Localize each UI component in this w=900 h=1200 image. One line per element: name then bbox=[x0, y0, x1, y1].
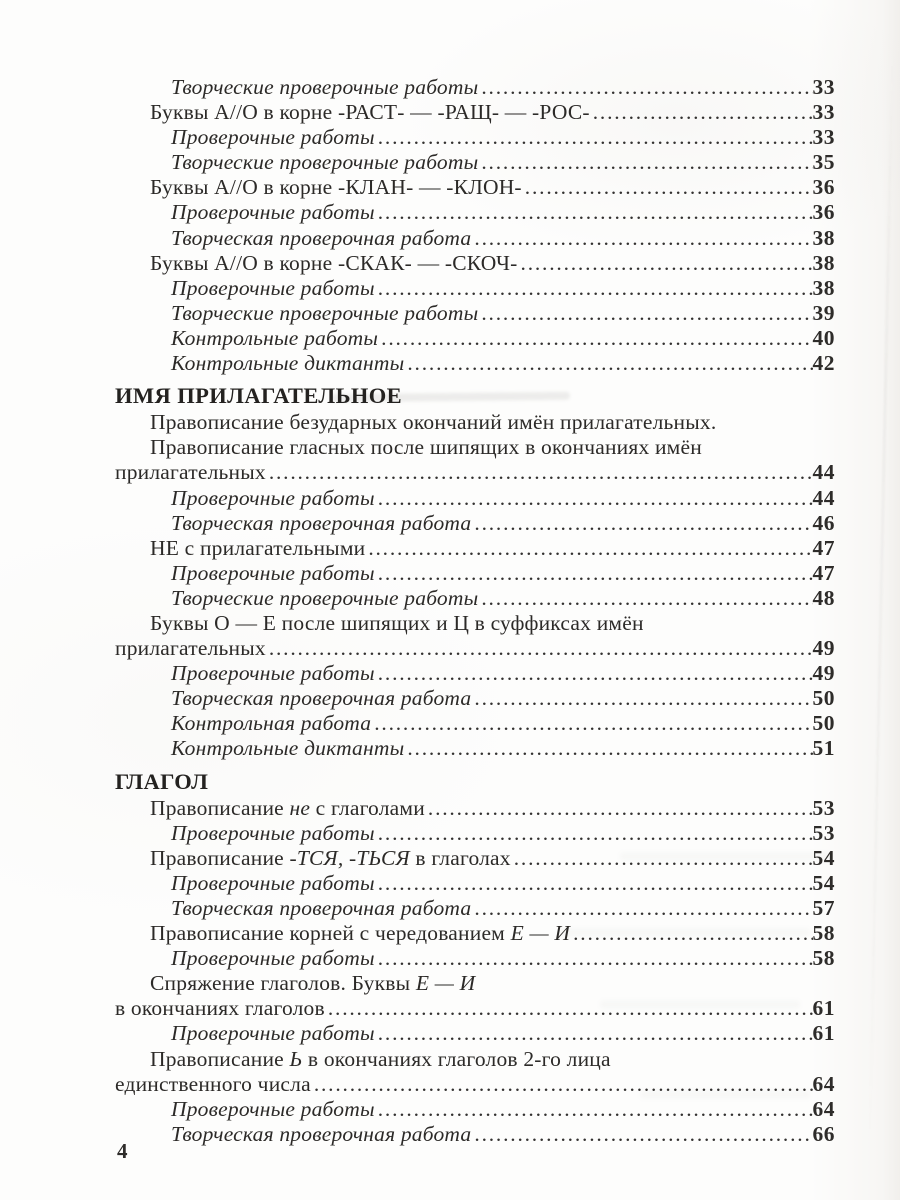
toc-entry bbox=[115, 821, 835, 846]
entry-page-number: 44 bbox=[812, 460, 835, 485]
toc-entry-continuation bbox=[115, 1072, 835, 1097]
toc-entry bbox=[115, 661, 835, 686]
entry-title: Проверочные работы bbox=[171, 946, 375, 971]
entry-page-number: 48 bbox=[812, 585, 835, 610]
toc-entry-continuation bbox=[115, 996, 835, 1021]
dot-leader bbox=[474, 511, 812, 536]
entry-title: Творческая проверочная работа bbox=[171, 896, 472, 920]
section-title: ГЛАГОЛ bbox=[115, 768, 209, 794]
toc-entry bbox=[115, 351, 835, 376]
entry-title: Творческие проверочные работы bbox=[171, 300, 479, 325]
entry-page-number: 46 bbox=[812, 510, 835, 535]
entry-page-number: 53 bbox=[812, 820, 835, 845]
entry-title: Контрольные диктанты bbox=[171, 351, 405, 376]
toc-entry bbox=[115, 686, 835, 711]
entry-page-number: 36 bbox=[812, 175, 835, 200]
dot-leader bbox=[378, 276, 813, 301]
dot-leader bbox=[378, 200, 813, 225]
toc-entry bbox=[115, 711, 835, 736]
entry-title: Творческие проверочные работы bbox=[171, 150, 479, 175]
entry-title: Контрольные работы bbox=[171, 325, 379, 350]
dot-leader bbox=[481, 150, 812, 175]
dot-leader bbox=[407, 351, 812, 376]
toc-entry bbox=[115, 1021, 835, 1046]
dot-leader bbox=[573, 921, 812, 946]
entry-page-number: 42 bbox=[812, 351, 835, 376]
toc-entry bbox=[115, 226, 835, 251]
entry-page-number: 36 bbox=[812, 200, 835, 225]
toc-entry bbox=[115, 1097, 835, 1122]
entry-title: Буквы А//О в корне -КЛАН- — -КЛОН- bbox=[150, 175, 522, 200]
toc-entry bbox=[115, 846, 835, 871]
entry-title: Правописание гласных после шипящих в окончаниях имён bbox=[150, 435, 702, 460]
entry-page-number: 47 bbox=[812, 535, 835, 560]
dot-leader bbox=[378, 946, 813, 971]
entry-page-number: 61 bbox=[812, 1021, 835, 1046]
toc-entry bbox=[115, 611, 835, 636]
entry-title: Проверочные работы bbox=[171, 200, 375, 225]
entry-title: прилагательных bbox=[115, 460, 266, 485]
entry-page-number: 40 bbox=[812, 325, 835, 350]
toc-entry-continuation bbox=[115, 460, 835, 485]
entry-page-number: 49 bbox=[812, 661, 835, 686]
dot-leader bbox=[521, 251, 813, 276]
entry-title: Контрольная работа bbox=[171, 711, 372, 736]
entry-title: Творческая проверочная работа bbox=[171, 686, 472, 711]
toc-entry bbox=[115, 435, 835, 460]
toc-entry bbox=[115, 150, 835, 175]
page-crease bbox=[869, 60, 894, 1140]
toc-entry bbox=[115, 1122, 835, 1147]
toc-section-header bbox=[115, 383, 835, 408]
entry-page-number: 50 bbox=[812, 686, 835, 711]
dot-leader bbox=[328, 996, 813, 1021]
section-title: ИМЯ ПРИЛАГАТЕЛЬНОЕ bbox=[115, 383, 403, 409]
entry-title: Правописание безударных окончаний имён прилагательных. bbox=[150, 410, 717, 435]
dot-leader bbox=[525, 175, 813, 200]
dot-leader bbox=[593, 100, 813, 125]
toc-section-header bbox=[115, 769, 835, 794]
entry-title: Проверочные работы bbox=[171, 870, 375, 895]
dot-leader bbox=[378, 821, 813, 846]
entry-page-number: 38 bbox=[812, 250, 835, 275]
entry-page-number: 64 bbox=[812, 1071, 835, 1096]
dot-leader bbox=[378, 661, 813, 686]
entry-title: Буквы О — Е после шипящих и Ц в суффиксах имён bbox=[150, 610, 644, 635]
toc-entry bbox=[115, 536, 835, 561]
dot-leader bbox=[314, 1072, 813, 1097]
dot-leader bbox=[407, 736, 812, 761]
entry-page-number: 35 bbox=[812, 150, 835, 175]
entry-title: Буквы А//О в корне -СКАК- — -СКОЧ- bbox=[150, 250, 518, 275]
toc-entry-continuation bbox=[115, 636, 835, 661]
entry-title: Контрольные диктанты bbox=[171, 736, 405, 761]
entry-title: единственного числа bbox=[115, 1071, 311, 1096]
toc-entry bbox=[115, 586, 835, 611]
entry-page-number: 33 bbox=[812, 75, 835, 99]
entry-title: Проверочные работы bbox=[171, 560, 375, 585]
toc-entry bbox=[115, 1047, 835, 1072]
entry-title: Проверочные работы bbox=[171, 125, 375, 150]
entry-page-number: 33 bbox=[812, 125, 835, 150]
entry-title: Творческие проверочные работы bbox=[171, 585, 479, 610]
dot-leader bbox=[378, 125, 813, 150]
dot-leader bbox=[378, 871, 813, 896]
entry-title: Проверочные работы bbox=[171, 1096, 375, 1121]
entry-title: Проверочные работы bbox=[171, 1021, 375, 1046]
toc-entry bbox=[115, 511, 835, 536]
toc-entry bbox=[115, 971, 835, 996]
dot-leader bbox=[374, 711, 812, 736]
folio-page-number: 4 bbox=[117, 1139, 128, 1163]
dot-leader bbox=[474, 1122, 812, 1147]
entry-title: НЕ с прилагательными bbox=[150, 535, 366, 560]
toc bbox=[115, 75, 835, 1147]
entry-page-number: 49 bbox=[812, 636, 835, 661]
toc-entry bbox=[115, 276, 835, 301]
entry-title: Правописание корней с чередованием Е — И bbox=[150, 921, 571, 946]
toc-entry bbox=[115, 796, 835, 821]
dot-leader bbox=[269, 460, 813, 485]
toc-entry bbox=[115, 125, 835, 150]
entry-page-number: 38 bbox=[812, 225, 835, 250]
dot-leader bbox=[378, 1097, 813, 1122]
toc-entry bbox=[115, 326, 835, 351]
entry-title: Творческие проверочные работы bbox=[171, 75, 479, 99]
entry-page-number: 66 bbox=[812, 1121, 835, 1146]
entry-page-number: 44 bbox=[812, 485, 835, 510]
toc-entry bbox=[115, 921, 835, 946]
toc-entry bbox=[115, 871, 835, 896]
entry-title: Проверочные работы bbox=[171, 661, 375, 686]
entry-page-number: 57 bbox=[812, 896, 835, 920]
entry-title: Проверочные работы bbox=[171, 485, 375, 510]
dot-leader bbox=[378, 486, 813, 511]
entry-title: прилагательных bbox=[115, 636, 266, 661]
entry-title: в окончаниях глаголов bbox=[115, 996, 325, 1021]
entry-page-number: 54 bbox=[812, 845, 835, 870]
dot-leader bbox=[481, 586, 812, 611]
entry-page-number: 54 bbox=[812, 870, 835, 895]
entry-page-number: 33 bbox=[812, 100, 835, 125]
toc-entry bbox=[115, 736, 835, 761]
dot-leader bbox=[368, 536, 812, 561]
entry-title: Буквы А//О в корне -РАСТ- — -РАЩ- — -РОС- bbox=[150, 100, 590, 125]
toc-entry bbox=[115, 486, 835, 511]
entry-title: Творческая проверочная работа bbox=[171, 225, 472, 250]
toc-entry bbox=[115, 410, 835, 435]
entry-title: Проверочные работы bbox=[171, 275, 375, 300]
dot-leader bbox=[378, 561, 813, 586]
entry-page-number: 58 bbox=[812, 921, 835, 946]
toc-entry bbox=[115, 75, 835, 100]
entry-title: Правописание -ТСЯ, -ТЬСЯ в глаголах bbox=[150, 845, 511, 870]
entry-title: Творческая проверочная работа bbox=[171, 1121, 472, 1146]
entry-page-number: 61 bbox=[812, 996, 835, 1021]
entry-page-number: 64 bbox=[812, 1096, 835, 1121]
toc-entry bbox=[115, 896, 835, 921]
dot-leader bbox=[481, 301, 812, 326]
toc-entry bbox=[115, 301, 835, 326]
entry-page-number: 58 bbox=[812, 946, 835, 971]
entry-page-number: 50 bbox=[812, 711, 835, 736]
dot-leader bbox=[269, 636, 813, 661]
entry-title: Правописание не с глаголами bbox=[150, 795, 425, 820]
entry-page-number: 51 bbox=[812, 736, 835, 761]
toc-entry bbox=[115, 200, 835, 225]
toc-entry bbox=[115, 100, 835, 125]
dot-leader bbox=[514, 846, 813, 871]
toc-entry bbox=[115, 251, 835, 276]
dot-leader bbox=[378, 1021, 813, 1046]
entry-page-number: 39 bbox=[812, 300, 835, 325]
dot-leader bbox=[428, 796, 813, 821]
toc-entry bbox=[115, 175, 835, 200]
entry-title: Правописание Ь в окончаниях глаголов 2-го лица bbox=[150, 1046, 611, 1071]
dot-leader bbox=[481, 75, 812, 100]
entry-title: Спряжение глаголов. Буквы Е — И bbox=[150, 971, 476, 996]
dot-leader bbox=[474, 896, 812, 921]
dot-leader bbox=[474, 226, 812, 251]
entry-title: Проверочные работы bbox=[171, 820, 375, 845]
entry-page-number: 53 bbox=[812, 795, 835, 820]
dot-leader bbox=[381, 326, 812, 351]
entry-page-number: 47 bbox=[812, 560, 835, 585]
toc-entry bbox=[115, 946, 835, 971]
dot-leader bbox=[474, 686, 812, 711]
toc-entry bbox=[115, 561, 835, 586]
entry-page-number: 38 bbox=[812, 275, 835, 300]
entry-title: Творческая проверочная работа bbox=[171, 510, 472, 535]
